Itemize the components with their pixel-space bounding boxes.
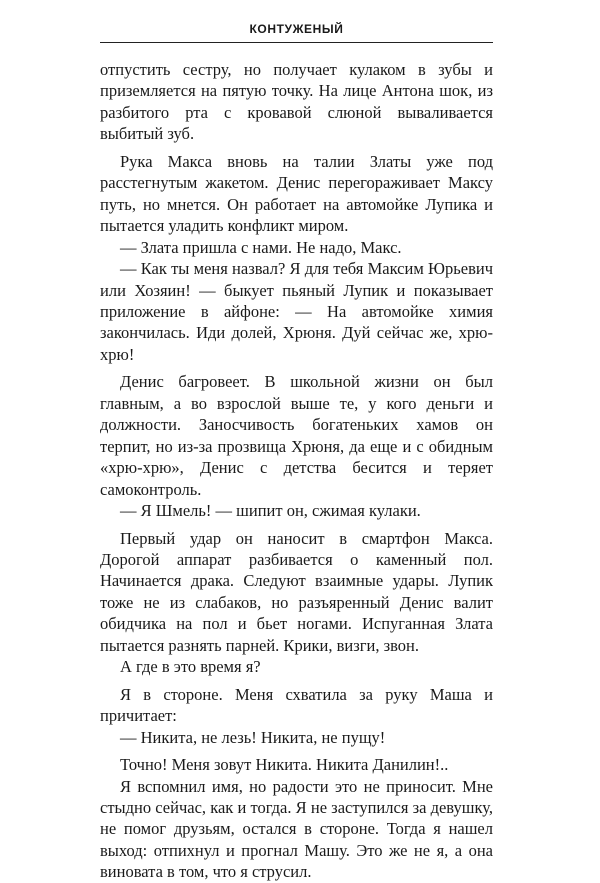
paragraph: Я в стороне. Меня схватила за руку Маша и причитает: bbox=[100, 684, 493, 726]
paragraph: Первый удар он наносит в смартфон Макса. Дорогой аппарат разбивается о каменный пол. Начинается драка. Следуют взаимные удары. Лупик тоже не из слабаков, но разъяренный Денис валит обидчика на пол и бьет ногами. Испуганная Злата пытается разнять парней. Крики, визги, звон. bbox=[100, 528, 493, 655]
book-page bbox=[100, 0, 493, 882]
paragraph: — Я Шмель! — шипит он, сжимая кулаки. bbox=[120, 501, 421, 521]
paragraph: А где в это время я? bbox=[120, 657, 261, 677]
paragraph: — Злата пришла с нами. Не надо, Макс. bbox=[120, 237, 402, 257]
paragraph: — Никита, не лезь! Никита, не пущу! bbox=[120, 727, 386, 747]
header-rule bbox=[100, 42, 493, 43]
paragraph: Точно! Меня зовут Никита. Никита Данилин!.. bbox=[120, 755, 449, 775]
paragraph: Денис багровеет. В школьной жизни он был главным, а во взрослой выше те, у кого деньги и должности. Заносчивость богатеньких хамов он терпит, но из-за прозвища Хрюня, да еще и с обидным «хрю-хрю», Денис с детства бесится и теряет самоконтроль. bbox=[100, 372, 493, 499]
body-text bbox=[100, 59, 493, 883]
paragraph: — Как ты меня назвал? Я для тебя Максим Юрьевич или Хозяин! — быкует пьяный Лупик и показывает приложение в айфоне: — На автомойке химия закончилась. Иди долей, Хрюня. Дуй сейчас же, хрю-хрю! bbox=[100, 259, 493, 364]
paragraph: Я вспомнил имя, но радости это не приносит. Мне стыдно сейчас, как и тогда. Я не заступился за девушку, не помог друзьям, остался в стороне. Тогда я нашел выход: отпихнул и прогнал Машу. Это же не я, а она виновата в том, что я струсил. bbox=[100, 776, 493, 882]
paragraph: отпустить сестру, но получает кулаком в зубы и приземляется на пятую точку. На лице Антона шок, из разбитого рта с кровавой слюной вываливается выбитый зуб. bbox=[100, 60, 493, 144]
running-head-title: КОНТУЖЕНЫЙ bbox=[249, 22, 344, 36]
paragraph: Рука Макса вновь на талии Златы уже под расстегнутым жакетом. Денис перегораживает Максу путь, но мнется. Он работает на автомойке Лупика и пытается уладить конфликт миром. bbox=[100, 151, 493, 236]
